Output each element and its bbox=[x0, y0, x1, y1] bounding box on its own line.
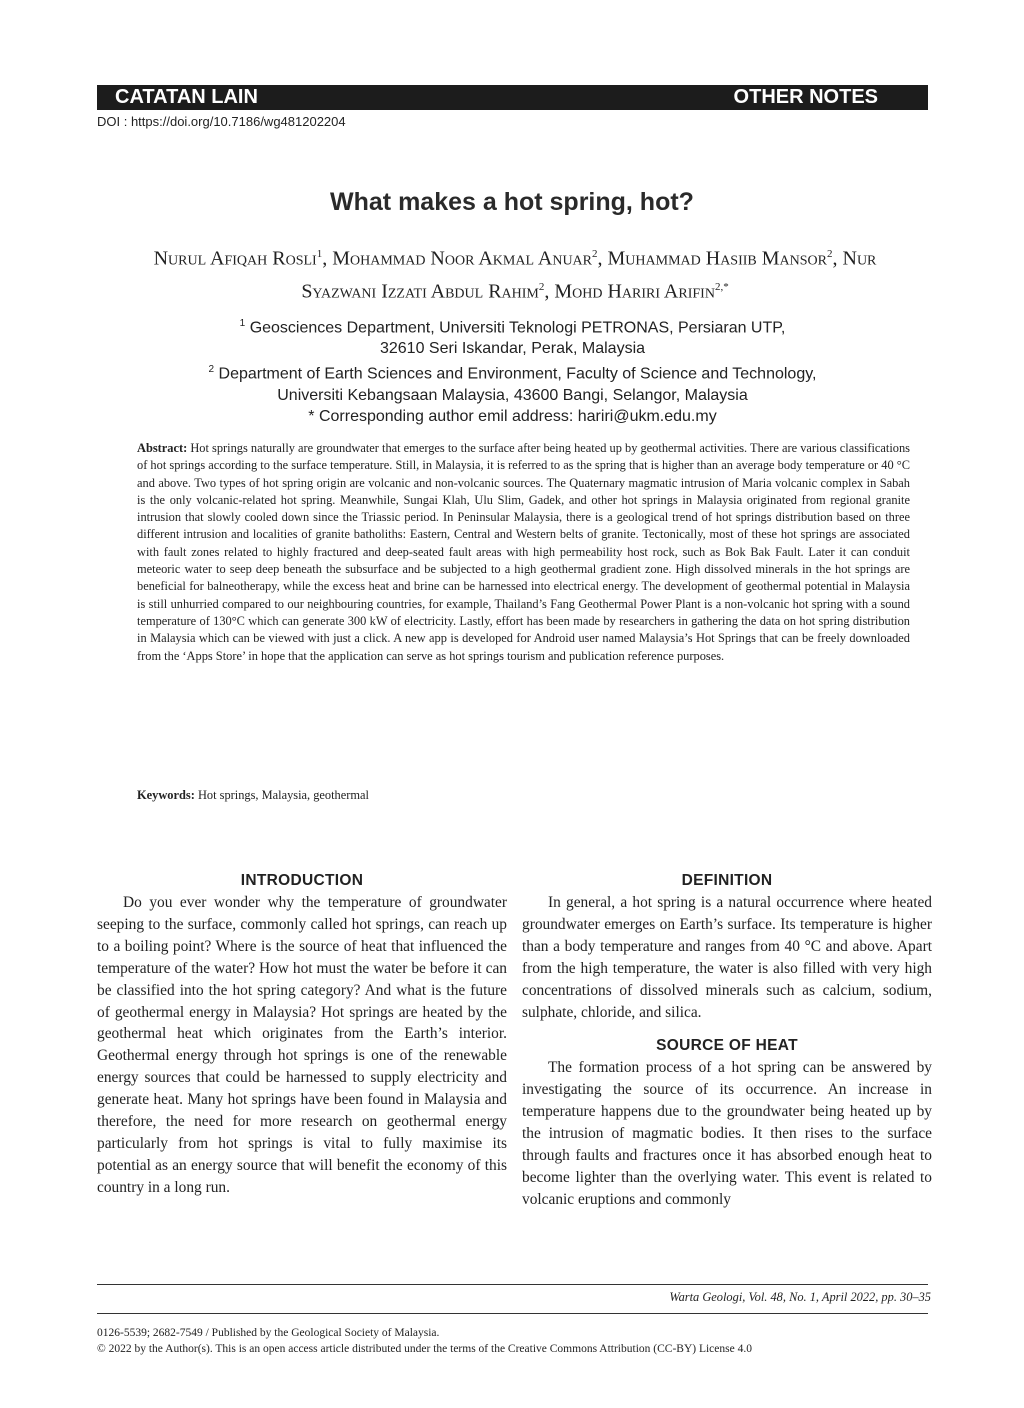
introduction-heading: INTRODUCTION bbox=[240, 872, 364, 889]
source-of-heat-paragraph: The formation process of a hot spring can be answered by investigating the source of its occurrence. An increase in temperature happens due to the groundwater being heated up by the intrusion of magmatic bodies. It then rises to the surface through faults and fractures once it has absorbed enough heat to become lighter than the overlying water. This event is related to volcanic eruptions and commonly bbox=[522, 1059, 932, 1208]
footer-rule-top bbox=[97, 1284, 928, 1285]
author-name: Mohd Hariri Arifin bbox=[554, 280, 715, 303]
license-line: © 2022 by the Author(s). This is an open access article distributed under the terms of the Creative Commons Attribution (CC-BY) License 4.0 bbox=[97, 1343, 752, 1355]
article-title: What makes a hot spring, hot? bbox=[330, 188, 694, 216]
source-of-heat-heading: SOURCE OF HEAT bbox=[656, 1037, 798, 1055]
corresponding-author: * Corresponding author emil address: hariri@ukm.edu.my bbox=[308, 407, 717, 425]
definition-paragraph: In general, a hot spring is a natural occurrence where heated groundwater emerges on Earth’s surface. Its temperature is higher than a body temperature and ranges from 40 °C and above. Apart from the high temperature, the water is also filled with very high concentrations of dissolved minerals such as calcium, sodium, sulphate, chloride, and silica. bbox=[522, 894, 932, 1021]
author-name: Nur Syazwani Izzati Abdul Rahim bbox=[301, 247, 877, 303]
abstract-label: Abstract: bbox=[137, 441, 188, 455]
author-affiliation-mark: 1 bbox=[316, 248, 323, 260]
author-name: Muhammad Hasiib Mansor bbox=[607, 247, 827, 270]
abstract bbox=[137, 440, 910, 665]
keywords-label: Keywords: bbox=[137, 788, 195, 802]
definition-heading: DEFINITION bbox=[681, 872, 773, 889]
section-banner bbox=[97, 85, 928, 110]
issn-line: 0126-5539; 2682-7549 / Published by the Geological Society of Malaysia. bbox=[97, 1327, 440, 1339]
banner-right-label: OTHER NOTES bbox=[733, 86, 878, 108]
author-affiliation-mark: 2 bbox=[538, 280, 545, 293]
banner-left-label: CATATAN LAIN bbox=[115, 86, 258, 108]
author-list: Nurul Afiqah Rosli$^1$, Mohammad Noor Akmal Anuar$^2$, Muhammad Hasiib Mansor$^2$, Nur Syazwani Izzati Abdul Rahim$^2$, Mohd Hariri Arifin$^{2,*}$ bbox=[153, 247, 877, 303]
introduction-paragraph: Do you ever wonder why the temperature of groundwater seeping to the surface, commonly called hot springs, can reach up to a boiling point? Where is the source of heat that influenced the temperature of the water? How hot must the water be before it can be classified into the hot spring category? And what is the future of geothermal energy in Malaysia? Hot springs are heated by the geothermal heat which originates from the Earth’s interior. Geothermal energy through hot springs is one of the renewable energy sources that could be harnessed to supply electricity and generate heat. Many hot springs have been found in Malaysia and therefore, the need for more research on geothermal energy particularly from hot springs is vital to fully maximise its potential as an energy source that will benefit the economy of this country in a long run. bbox=[97, 894, 507, 1196]
author-affiliation-mark: 2,* bbox=[714, 280, 729, 293]
author-affiliation-mark: 2 bbox=[827, 248, 833, 260]
author-name: Nurul Afiqah Rosli bbox=[153, 247, 317, 270]
keywords bbox=[137, 788, 369, 803]
doi-line[interactable]: DOI : https://doi.org/10.7186/wg481202204 bbox=[97, 114, 346, 129]
affiliations bbox=[140, 313, 885, 427]
footer-rule-bottom bbox=[97, 1313, 928, 1314]
right-column bbox=[522, 872, 932, 1211]
author-name: Mohammad Noor Akmal Anuar bbox=[332, 247, 593, 270]
keywords-text: Hot springs, Malaysia, geothermal bbox=[197, 788, 369, 802]
journal-citation: Warta Geologi, Vol. 48, No. 1, April 2022, pp. 30–35 bbox=[669, 1290, 931, 1304]
left-column bbox=[97, 872, 507, 1199]
publication-footer bbox=[97, 1325, 752, 1357]
affiliation-2-address: Universiti Kebangsaan Malaysia, 43600 Bangi, Selangor, Malaysia bbox=[277, 386, 748, 404]
author-affiliation-mark: 2 bbox=[592, 248, 598, 260]
affiliation-2: $^2$ Department of Earth Sciences and Environment, Faculty of Science and Technology, bbox=[208, 364, 817, 383]
affiliation-1: $^1$ Geosciences Department, Universiti Teknologi PETRONAS, Persiaran UTP, bbox=[239, 318, 786, 337]
affiliation-1-address: 32610 Seri Iskandar, Perak, Malaysia bbox=[379, 340, 646, 358]
abstract-text: Hot springs naturally are groundwater that emerges to the surface after being heated up by geothermal activities. There are various classifications of hot springs according to the surface temperature. Still, in Malaysia, it is referred to as the spring that is higher than an average body temperature or 40 °C and above. Two types of hot spring origin are volcanic and non-volcanic sources. The Quaternary magmatic intrusion of Maria volcanic complex in Sabah is the only volcanic-related hot spring. Meanwhile, Sungai Klah, Ulu Slim, Gadek, and other hot springs in Malaysia originated from regional granite intrusion that slowly cooled down since the Triassic period. In Peninsular Malaysia, there is a geological trend of hot springs distribution based on three different intrusion and localities of granite batholiths: Eastern, Central and Western belts of granite. Tectonically, most of these hot springs are associated with fault zones related to highly fractured and deep-seated fault areas with high permeability host rock, such as Bok Bak Fault. Later it can conduit meteoric water to seep deep beneath the subsurface and be subjected to a high geothermal gradient zone. High dissolved minerals in the hot springs are beneficial for balneotherapy, while the excess heat and brine can be harnessed into electrical energy. The development of geothermal potential in Malaysia is still unhurried compared to our neighbouring countries, for example, Thailand’s Fang Geothermal Power Plant is a non-volcanic hot spring with a sound temperature of 130°C which can generate 300 kW of electricity. Lastly, effort has been made by researchers in gathering the data on hot spring distribution in Malaysia which can be viewed with just a click. A new app is developed for Android user named Malaysia’s Hot Springs that can be freely downloaded from the ‘Apps Store’ in hope that the application can serve as hot springs tourism and publication reference purposes. bbox=[137, 441, 910, 663]
